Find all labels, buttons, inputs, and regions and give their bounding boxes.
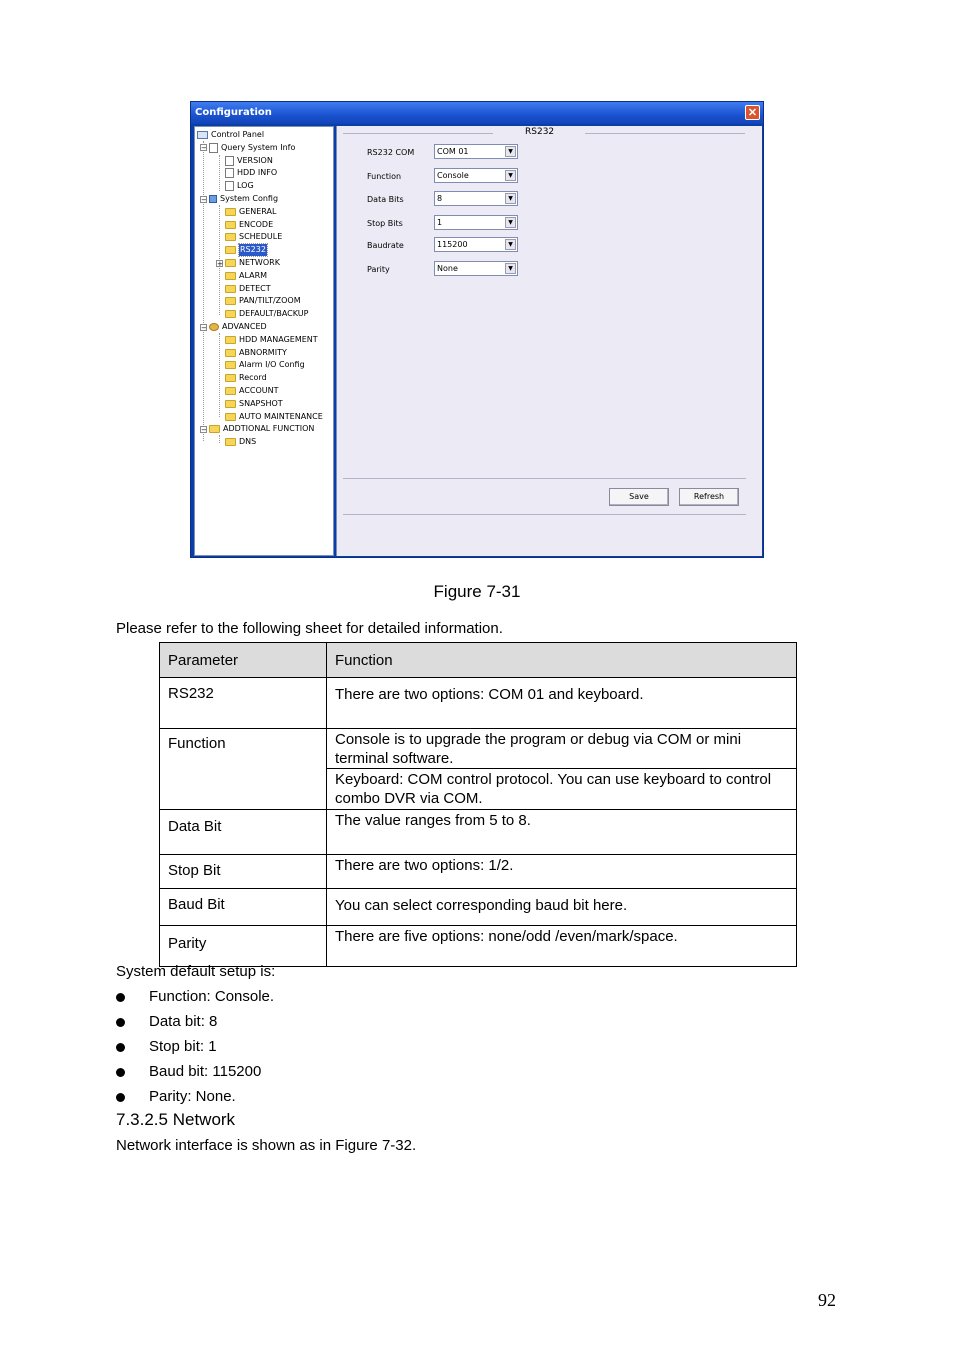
field-select[interactable] bbox=[434, 191, 518, 206]
tree-item[interactable] bbox=[200, 193, 278, 205]
folder-icon bbox=[225, 349, 236, 357]
function-cell bbox=[327, 926, 797, 967]
doc-icon bbox=[225, 156, 234, 166]
system-icon bbox=[209, 195, 217, 203]
function-cell bbox=[327, 678, 797, 729]
table-row bbox=[160, 889, 797, 926]
divider-bottom bbox=[343, 514, 746, 515]
configuration-window bbox=[190, 101, 764, 558]
table-row bbox=[160, 729, 797, 810]
tree-item-label: DETECT bbox=[239, 283, 271, 293]
function-cell bbox=[327, 729, 797, 810]
tree-item[interactable] bbox=[200, 423, 314, 435]
section-heading: 7.3.2.5 Network bbox=[116, 1110, 236, 1129]
field-select[interactable] bbox=[434, 215, 518, 230]
tree-item-label: ALARM bbox=[239, 270, 268, 280]
list-item-text: Baud bit: 115200 bbox=[149, 1063, 262, 1080]
tree-item-label: SNAPSHOT bbox=[239, 398, 283, 408]
field-value: 8 bbox=[437, 194, 443, 203]
collapse-icon[interactable]: − bbox=[201, 323, 207, 332]
tree-item-label: RS232 bbox=[240, 245, 266, 255]
folder-icon bbox=[225, 259, 236, 267]
function-text: The value ranges from 5 to 8. bbox=[335, 812, 531, 829]
tree-item[interactable] bbox=[216, 270, 267, 282]
param-cell: Parity bbox=[160, 926, 327, 967]
tree-item[interactable] bbox=[216, 257, 280, 269]
chevron-down-icon[interactable]: ▼ bbox=[505, 263, 516, 274]
folder-icon bbox=[225, 400, 236, 408]
tree-item-label: NETWORK bbox=[239, 258, 280, 267]
group-line-left bbox=[343, 133, 493, 134]
tree-item[interactable] bbox=[216, 398, 283, 410]
tree-item[interactable] bbox=[200, 321, 267, 333]
tree-item[interactable] bbox=[216, 219, 273, 231]
rs232-panel bbox=[336, 126, 762, 556]
tree-item-label: LOG bbox=[237, 181, 254, 191]
tree-item[interactable] bbox=[216, 244, 267, 256]
function-text: There are five options: none/odd /even/mark/space. bbox=[335, 928, 678, 945]
window-title: Configuration bbox=[195, 107, 272, 118]
tree-item-label: SCHEDULE bbox=[239, 232, 283, 242]
table-row bbox=[160, 678, 797, 729]
tree-item-label: HDD INFO bbox=[237, 168, 278, 178]
field-select[interactable] bbox=[434, 144, 518, 159]
tree-item[interactable] bbox=[216, 283, 271, 295]
param-cell: RS232 bbox=[160, 678, 327, 729]
tree-item-label: Alarm I/O Config bbox=[239, 360, 305, 370]
param-cell: Baud Bit bbox=[160, 889, 327, 926]
function-text: There are two options: 1/2. bbox=[335, 857, 514, 874]
folder-icon bbox=[225, 285, 236, 293]
tree-item[interactable] bbox=[216, 180, 254, 192]
param-cell: Function bbox=[160, 729, 327, 810]
chevron-down-icon[interactable]: ▼ bbox=[505, 146, 516, 157]
param-cell: Data Bit bbox=[160, 810, 327, 855]
page-number: 92 bbox=[818, 1290, 836, 1310]
table-header-row bbox=[160, 643, 797, 678]
list-item-text: Parity: None. bbox=[149, 1088, 236, 1105]
field-label: RS232 COM bbox=[367, 148, 415, 157]
collapse-icon[interactable]: − bbox=[201, 144, 207, 153]
pc-icon bbox=[197, 131, 208, 139]
tree-item[interactable] bbox=[200, 142, 295, 154]
tree-item[interactable] bbox=[216, 334, 318, 346]
doc-icon bbox=[225, 181, 234, 191]
folder-icon bbox=[225, 413, 236, 421]
collapse-icon[interactable]: − bbox=[201, 195, 207, 204]
tree-item[interactable] bbox=[216, 359, 305, 371]
figure-caption: Figure 7-31 bbox=[433, 582, 521, 601]
tree-item-label: ADDTIONAL FUNCTION bbox=[223, 424, 315, 434]
field-label: Data Bits bbox=[367, 195, 404, 204]
tree-item[interactable] bbox=[216, 385, 279, 397]
bullet-icon bbox=[116, 1018, 125, 1027]
tree-item[interactable] bbox=[216, 411, 323, 423]
field-value: Console bbox=[437, 171, 469, 180]
function-text: Keyboard: COM control protocol. You can use keyboard to control combo DVR via COM. bbox=[327, 768, 796, 809]
defaults-intro: System default setup is: bbox=[116, 963, 276, 980]
table-header-parameter: Parameter bbox=[160, 643, 327, 678]
tree-item-label: Query System Info bbox=[221, 142, 296, 152]
close-icon[interactable]: ✕ bbox=[745, 105, 760, 120]
intro-text: Please refer to the following sheet for detailed information. bbox=[116, 620, 503, 637]
function-cell bbox=[327, 889, 797, 926]
save-button[interactable]: Save bbox=[609, 488, 669, 506]
field-value: None bbox=[437, 264, 458, 273]
folder-icon bbox=[225, 272, 236, 280]
field-label: Baudrate bbox=[367, 241, 404, 250]
bullet-icon bbox=[116, 1068, 125, 1077]
table-header-function: Function bbox=[327, 643, 797, 678]
tree-item-label: Record bbox=[239, 373, 267, 383]
section-text: Network interface is shown as in Figure 7-32. bbox=[116, 1137, 417, 1154]
folder-icon bbox=[225, 361, 236, 369]
field-value: COM 01 bbox=[437, 147, 469, 156]
group-title: RS232 bbox=[525, 127, 555, 137]
collapse-icon[interactable]: − bbox=[201, 425, 207, 434]
param-cell: Stop Bit bbox=[160, 855, 327, 889]
tree-item[interactable] bbox=[216, 347, 287, 359]
function-cell bbox=[327, 810, 797, 855]
group-line-right bbox=[585, 133, 745, 134]
tree-item-label: Control Panel bbox=[211, 130, 265, 139]
tree-item[interactable] bbox=[216, 206, 276, 218]
folder-icon bbox=[225, 208, 236, 216]
folder-icon bbox=[225, 438, 236, 446]
folder-icon bbox=[225, 387, 236, 395]
tree-item[interactable] bbox=[216, 295, 301, 307]
tree-item-label: ACCOUNT bbox=[239, 386, 279, 395]
tree-item-label: GENERAL bbox=[239, 206, 277, 216]
tree-item-label: ENCODE bbox=[239, 219, 274, 229]
window-titlebar[interactable] bbox=[191, 102, 763, 124]
table-row bbox=[160, 810, 797, 855]
divider-top bbox=[343, 478, 746, 479]
field-select[interactable] bbox=[434, 237, 518, 252]
chevron-down-icon[interactable]: ▼ bbox=[505, 193, 516, 204]
tree-guide-line bbox=[203, 141, 204, 441]
folder-icon bbox=[225, 310, 236, 318]
tree-item[interactable] bbox=[216, 308, 308, 320]
field-value: 1 bbox=[437, 218, 443, 227]
tree-item-label: ADVANCED bbox=[222, 322, 267, 331]
bullet-icon bbox=[116, 1093, 125, 1102]
list-item-text: Stop bit: 1 bbox=[149, 1038, 217, 1055]
bullet-icon bbox=[116, 1043, 125, 1052]
tree-item-label: DEFAULT/BACKUP bbox=[239, 309, 309, 319]
tree-item[interactable] bbox=[216, 372, 267, 384]
expand-icon[interactable]: + bbox=[217, 259, 223, 268]
tree-item-label: ABNORMITY bbox=[239, 347, 287, 357]
folder-icon bbox=[225, 233, 236, 241]
field-value: 115200 bbox=[437, 240, 468, 249]
doc-icon bbox=[209, 143, 218, 153]
tree-item[interactable] bbox=[216, 155, 273, 167]
function-text: You can select corresponding baud bit here. bbox=[335, 897, 628, 914]
field-label: Stop Bits bbox=[367, 219, 403, 228]
advanced-icon bbox=[209, 323, 219, 331]
tree-item[interactable] bbox=[216, 167, 277, 179]
function-text: There are two options: COM 01 and keyboard. bbox=[335, 686, 644, 703]
tree-item-label: AUTO MAINTENANCE bbox=[239, 411, 323, 421]
doc-icon bbox=[225, 168, 234, 178]
list-item-text: Data bit: 8 bbox=[149, 1013, 218, 1030]
folder-icon bbox=[225, 246, 236, 254]
config-tree bbox=[194, 126, 334, 556]
folder-icon bbox=[225, 336, 236, 344]
tree-item-label: DNS bbox=[239, 437, 257, 447]
tree-item-label: PAN/TILT/ZOOM bbox=[239, 296, 301, 306]
chevron-down-icon[interactable]: ▼ bbox=[505, 217, 516, 228]
tree-item[interactable] bbox=[216, 436, 256, 448]
tree-item-label: HDD MANAGEMENT bbox=[239, 334, 318, 344]
field-label: Function bbox=[367, 172, 402, 181]
parameter-table bbox=[159, 642, 797, 967]
tree-item[interactable] bbox=[216, 231, 282, 243]
tree-item-label: VERSION bbox=[237, 155, 273, 165]
bullet-icon bbox=[116, 993, 125, 1002]
folder-icon bbox=[225, 297, 236, 305]
function-text: Console is to upgrade the program or debug via COM or mini terminal software. bbox=[335, 731, 742, 767]
function-cell bbox=[327, 855, 797, 889]
chevron-down-icon[interactable]: ▼ bbox=[505, 170, 516, 181]
folder-icon bbox=[209, 425, 220, 433]
list-item-text: Function: Console. bbox=[149, 988, 275, 1005]
tree-item-label: System Config bbox=[220, 194, 279, 203]
tree-item[interactable] bbox=[197, 129, 264, 141]
field-select[interactable] bbox=[434, 168, 518, 183]
chevron-down-icon[interactable]: ▼ bbox=[505, 239, 516, 250]
field-select[interactable] bbox=[434, 261, 518, 276]
table-row bbox=[160, 926, 797, 967]
folder-icon bbox=[225, 374, 236, 382]
field-label: Parity bbox=[367, 265, 390, 274]
table-row bbox=[160, 855, 797, 889]
folder-icon bbox=[225, 221, 236, 229]
refresh-button[interactable]: Refresh bbox=[679, 488, 739, 506]
